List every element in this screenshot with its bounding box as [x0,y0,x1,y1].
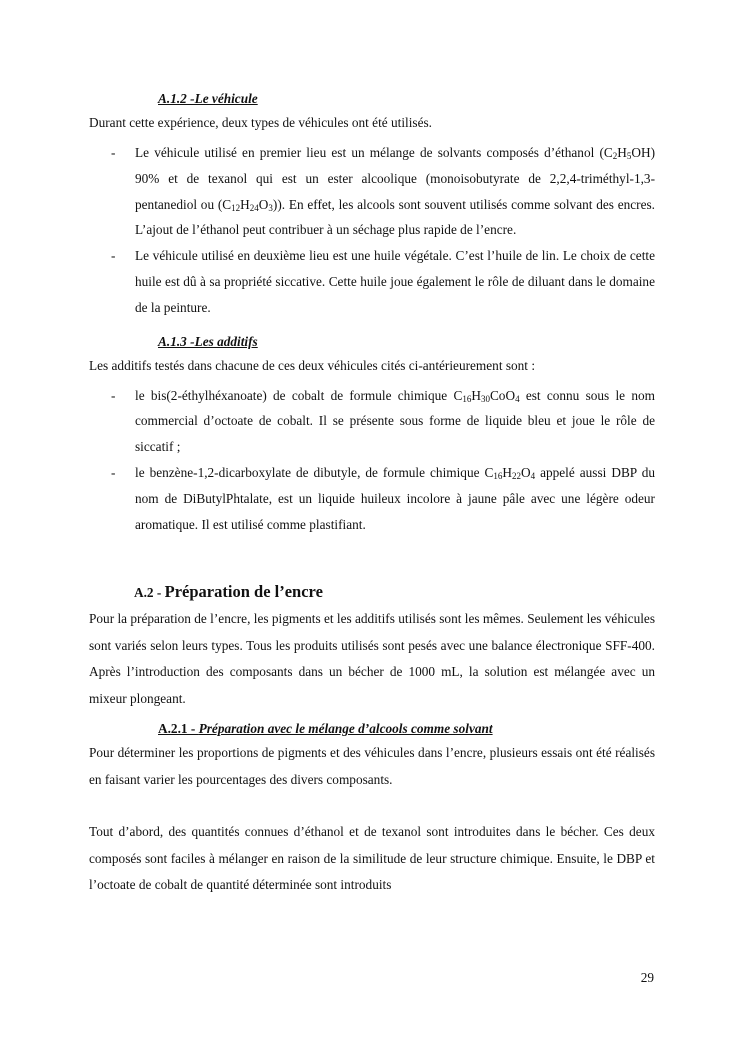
paragraph-a112-intro: Durant cette expérience, deux types de véhicules ont été utilisés. [89,115,433,130]
section-heading-a2: A.2 - Préparation de l’encre [134,582,323,602]
paragraph-a21-1: Pour déterminer les proportions de pigments et des véhicules dans l’encre, plusieurs essais ont été réalisés en faisant varier les pourcentages des divers composants. [89,745,655,787]
list-item: - le benzène-1,2-dicarboxylate de dibutyle, de formule chimique $C_{16}H_{22}O_4$ appelé aussi DBP du nom de DiButylPhtalate, est un liquide huileux incolore à jaune pâle avec une légère odeur aromatique. Il est utilisé comme plastifiant. [111,464,655,532]
section-heading-a113: A.1.3 -Les additifs [158,333,258,349]
paragraph-a2: Pour la préparation de l’encre, les pigments et les additifs utilisés sont les mêmes. Seulement les véhicules sont variés selon leurs types. Tous les produits utilisés sont pesés avec une balance électronique SFF-400. Après l’introduction des composants dans un bécher de 1000 mL, la solution est mélangée avec un mixeur plongeant. [89,611,655,706]
section-heading-a21: A.2.1 - Préparation avec le mélange d’alcools comme solvant [158,721,493,737]
paragraph-a113-intro: Les additifs testés dans chacune de ces deux véhicules cités ci-antérieurement sont : [89,357,536,373]
page-number: 29 [640,970,654,985]
list-additifs [89,383,655,538]
list-item: - Le véhicule utilisé en deuxième lieu est une huile végétale. C’est l’huile de lin. Le choix de cette huile est dû à sa propriété siccative. Cette huile joue également le rôle de diluant dans le domaine de la peinture. [111,248,655,315]
list-item: - Le véhicule utilisé en premier lieu est un mélange de solvants composés d’éthanol $(C_2H_5OH)$ 90% et de texanol qui est un ester alcoolique (monoisobutyrate de 2,2,4-triméthyl-1,3-pentanediol ou $(C_{12}H_{24}O_3)$). En effet, les alcools sont souvent utilisés comme solvant des encres. L’ajout de l’éthanol peut contribuer à un séchage plus rapide de l’encre. [111,145,655,238]
document-page [89,88,655,899]
list-item: - le bis(2-éthylhéxanoate) de cobalt de formule chimique $C_{16}H_{30}CoO_4$ est connu sous le nom commercial d’octoate de cobalt. Il se présente sous forme de liquide bleu et joue le rôle de siccatif ; [111,387,655,455]
paragraph-a21-2: Tout d’abord, des quantités connues d’éthanol et de texanol sont introduites dans le bécher. Ces deux composés sont faciles à mélanger en raison de la similitude de leur structure chimique. Ensuite, le DBP et l’octoate de cobalt de quantité déterminée sont introduits [89,824,655,893]
section-heading-a112: A.1.2 -Le véhicule [158,91,258,106]
list-vehicules [89,140,655,321]
